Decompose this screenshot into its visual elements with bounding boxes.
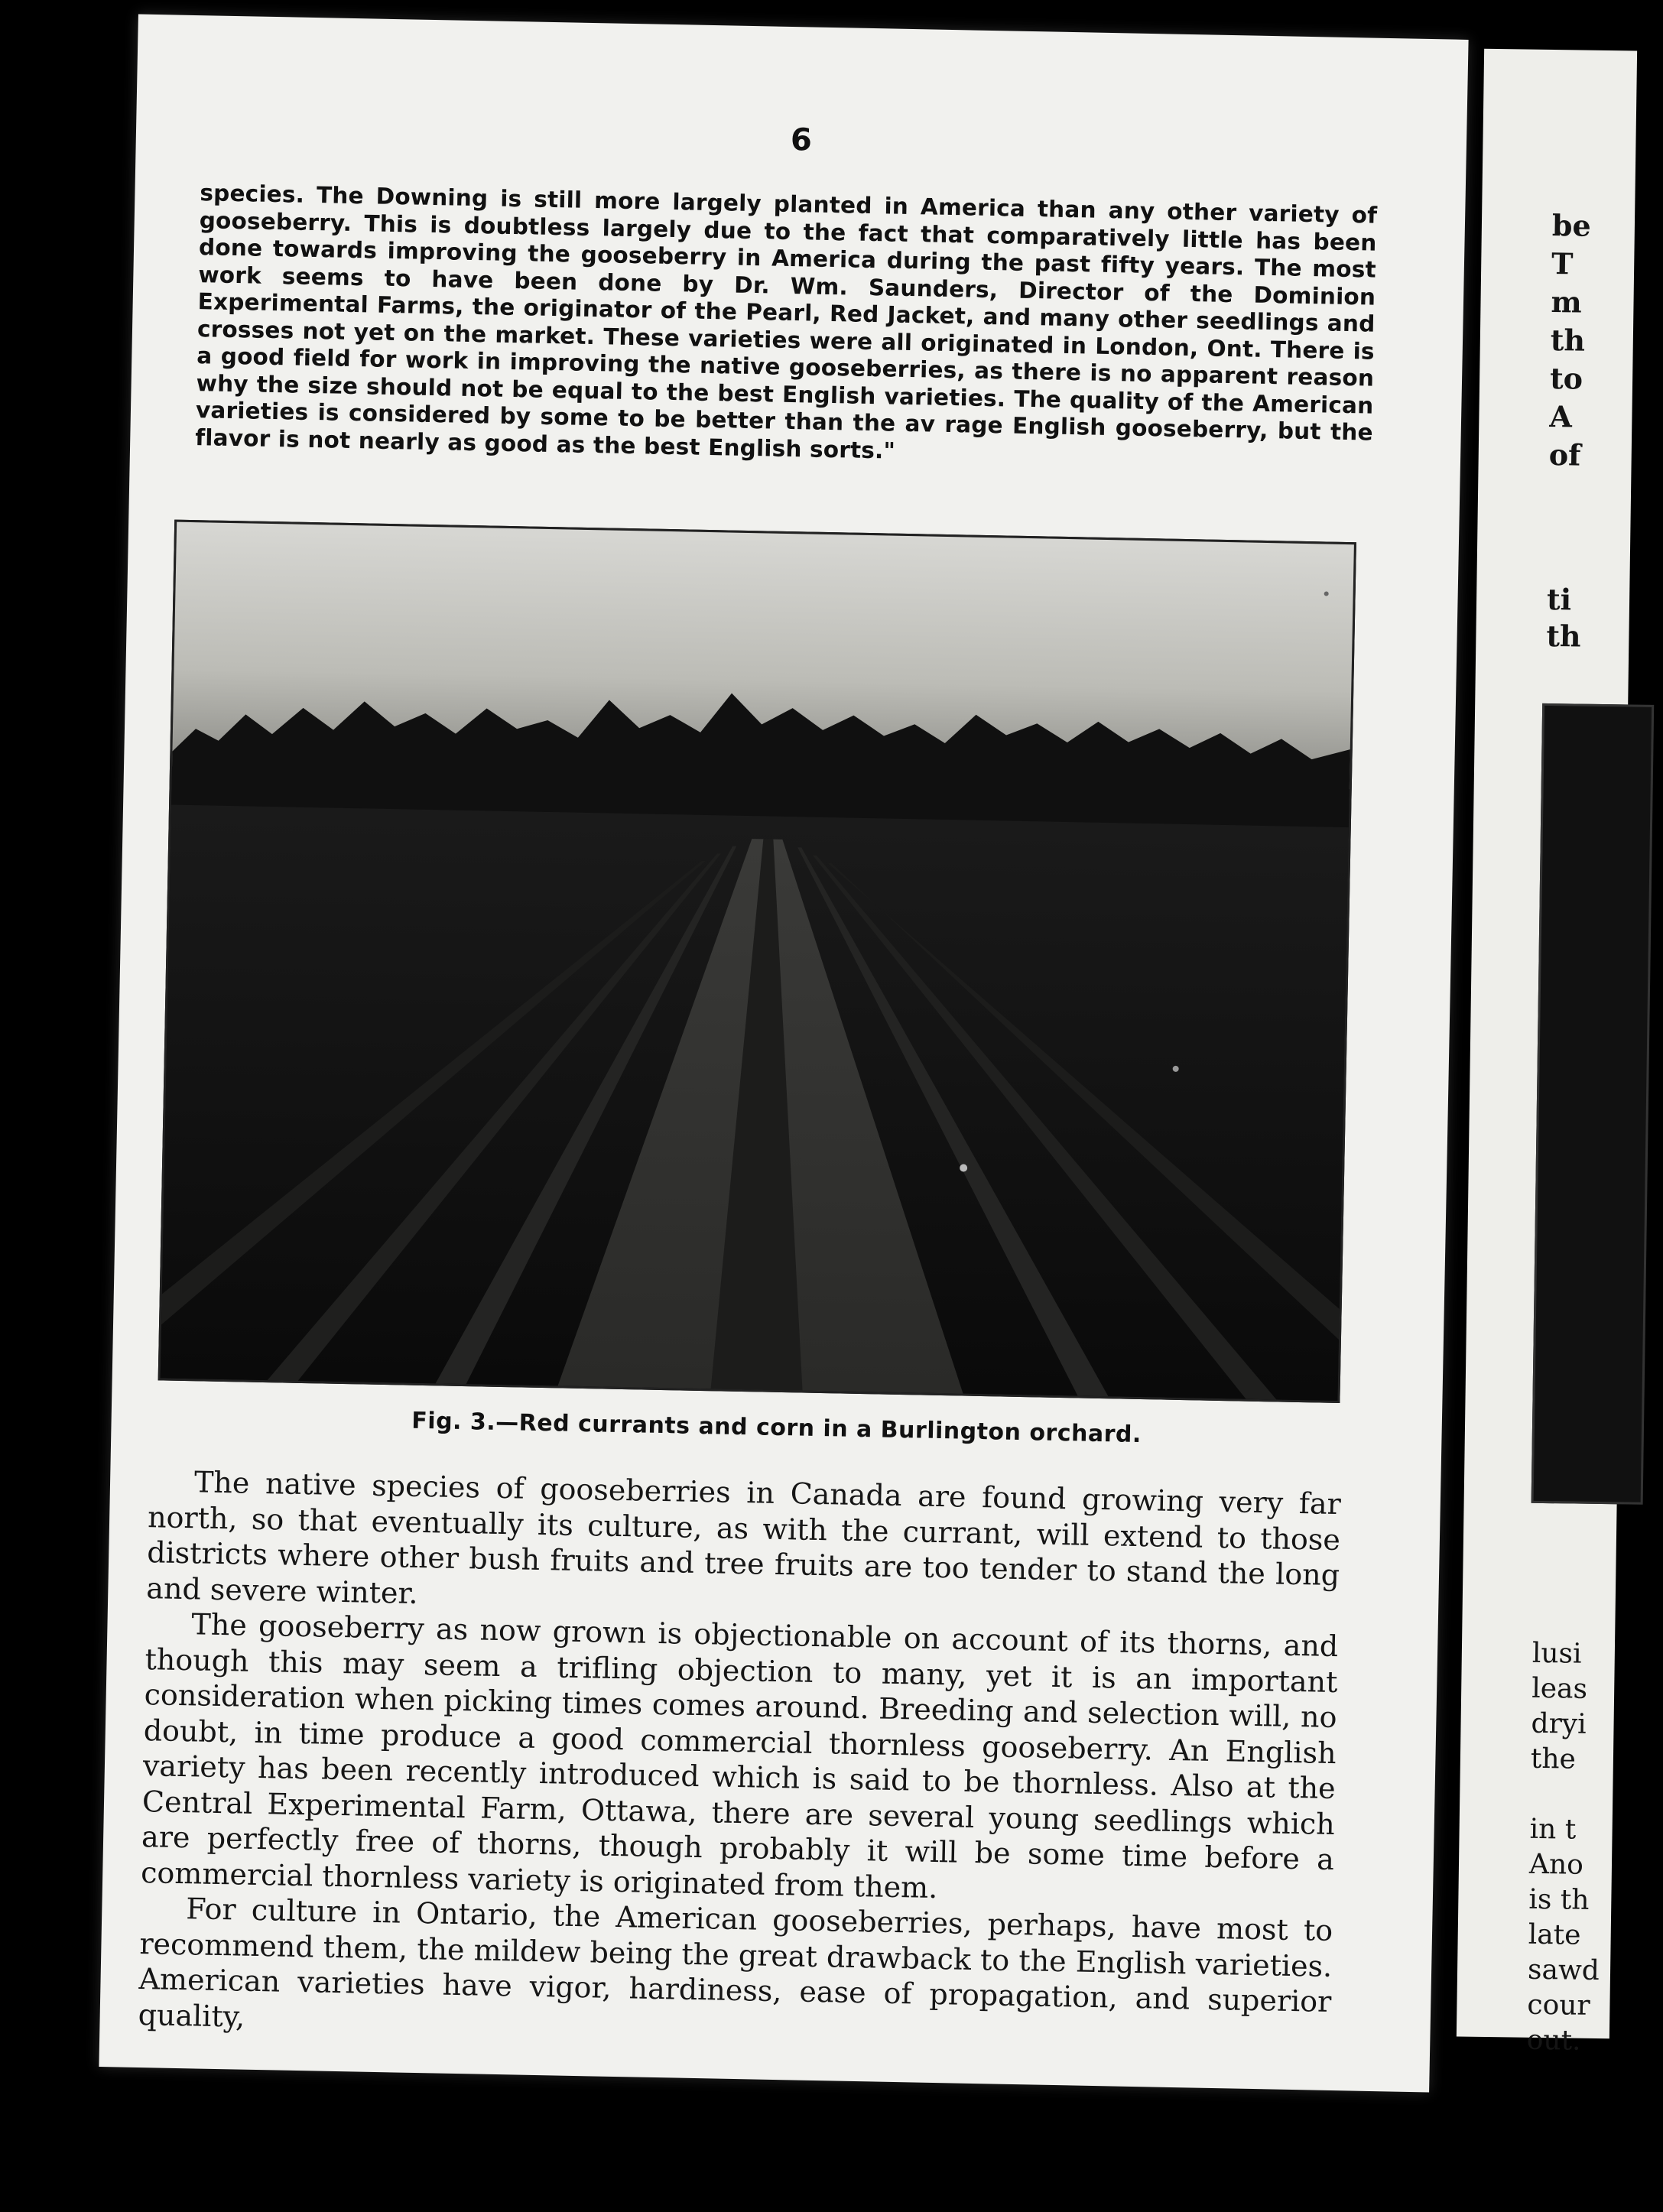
facing-text-line: T — [1551, 245, 1574, 281]
quoted-paragraph: species. The Downing is still more largely planted in America than any other variety of gooseberry. This is doubtless largely due to the fact that comparatively little has been done towards improving the gooseberry in America during the past fifty years. The most work seems to have been done by Dr. Wm. Saunders, Director of the Dominion Experimental Farms, the originator of the Pearl, Red Jacket, and many other seedlings and crosses not yet on the market. These varieties were all originated in London, Ont. There is a good field for work in improving the native gooseberries, as there is no apparent reason why the size should not be equal to the best English varieties. The quality of the American varieties is considered by some to be better than the av rage English gooseberry, but the flavor is not nearly as good as the best English sorts." — [195, 180, 1378, 464]
facing-text-line: cour — [1527, 1989, 1590, 2022]
paragraph-native-species: The native species of gooseberries in Canada are found growing very far north, so that eventually its culture, as with the currant, will extend to those districts where other bush fruits and tree fruits are too tender to stand the long and severe winter. — [146, 1465, 1342, 1610]
facing-page — [1457, 49, 1637, 2057]
facing-text-line: of — [1548, 437, 1581, 473]
facing-text-line: is th — [1528, 1883, 1590, 1916]
facing-text-line: in t — [1529, 1813, 1577, 1846]
facing-page-mid-text — [1546, 581, 1582, 655]
facing-text-line: A — [1549, 398, 1573, 434]
facing-text-line: ti — [1546, 581, 1572, 617]
facing-text-line: th — [1550, 322, 1586, 358]
facing-text-line: be — [1551, 207, 1592, 243]
facing-text-line: th — [1546, 618, 1581, 654]
facing-page-top-text — [1548, 206, 1591, 475]
facing-text-line: Ano — [1528, 1848, 1584, 1881]
facing-text-line: m — [1551, 284, 1583, 320]
paragraph-culture-ontario: For culture in Ontario, the American gooseberries, perhaps, have most to recommend them, the mildew being the great drawback to the English varieties. American varieties have vigor, hardiness, ease of propagation, and superior quality, — [138, 1892, 1333, 2034]
facing-text-line: out. — [1526, 2024, 1581, 2057]
facing-text-gap — [1530, 1777, 1602, 1813]
body-text — [138, 1463, 1341, 2055]
facing-text-line: late — [1528, 1918, 1581, 1951]
book-page — [99, 15, 1468, 2093]
figure-caption: Fig. 3.—Red currants and corn in a Burlington orchard. — [411, 1407, 1142, 1449]
paragraph-thorns: The gooseberry as now grown is objectionable on account of its thorns, and though this may seem a trifling objection to many, yet it is an important consideration when picking times comes around. Breeding and selection will, no doubt, in time produce a good commercial thornless gooseberry. An English variety has been recently introduced which is said to be thornless. Also at the Central Experimental Farm, Ottawa, there are several young seedlings which are perfectly free of thorns, though probably it will be some time before a commercial thornless variety is originated from them. — [140, 1607, 1339, 1905]
facing-text-line: sawd — [1527, 1954, 1600, 1987]
facing-text-line: dryi — [1531, 1707, 1587, 1740]
facing-text-line: the — [1530, 1743, 1577, 1775]
facing-page-bottom-text — [1526, 1636, 1603, 2059]
orchard-photograph — [158, 520, 1356, 1403]
facing-text-line: leas — [1531, 1672, 1588, 1705]
orchard-photo-image — [161, 522, 1354, 1401]
facing-text-line: to — [1549, 360, 1583, 396]
facing-text-line: lusi — [1531, 1637, 1582, 1670]
facing-page-photograph — [1531, 703, 1655, 1505]
page-number: 6 — [790, 122, 813, 158]
